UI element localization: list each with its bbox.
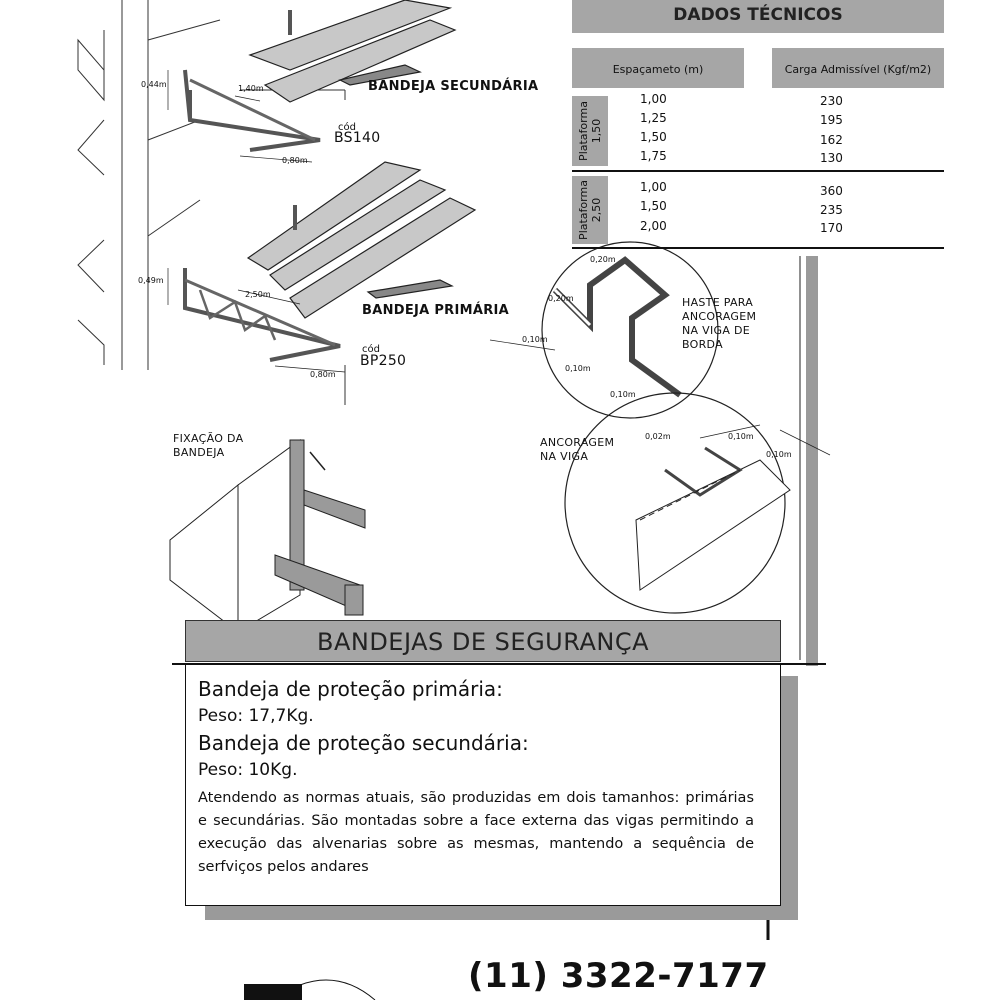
platform-size: 2,50 [590, 197, 603, 223]
secondary-tray-label: BANDEJA SECUNDÁRIA [368, 79, 539, 94]
table-row: 1,50 [640, 130, 667, 144]
platform-150-label-box [572, 96, 608, 166]
table-row: 1,25 [640, 111, 667, 125]
haste-label: HASTE PARA ANCORAGEM NA VIGA DE BORDA [682, 296, 757, 351]
table-row: 360 [820, 184, 843, 198]
haste-dim: 0,20m [548, 294, 574, 303]
primary-tray-label: BANDEJA PRIMÁRIA [362, 303, 510, 318]
footer-logo-block [244, 984, 302, 1000]
table-row: 130 [820, 151, 843, 165]
primary-dim-height: 0,49m [138, 276, 164, 285]
anchor-detail-drawing [565, 393, 830, 613]
haste-dim: 0,10m [565, 364, 591, 373]
section-title: BANDEJAS DE SEGURANÇA [185, 620, 781, 662]
footer-logo-arc [300, 975, 380, 1000]
primary-code: BP250 [360, 353, 407, 369]
phone-number[interactable]: (11) 3322-7177 [468, 956, 769, 996]
primary-dim-depth: 0,80m [310, 370, 336, 379]
secondary-dim-height: 0,44m [141, 80, 167, 89]
platform-name: Plataforma [577, 180, 590, 240]
fixation-label: FIXAÇÃO DA BANDEJA [173, 432, 244, 459]
description: Atendendo as normas atuais, são produzidas em dois tamanhos: primárias e secundárias. São montadas sobre a face externa das vigas permitindo a execução das alvenarias sobre as mesmas, mantendo a sequência de serfviços pelos andares [198, 790, 754, 875]
anchor-dim: 0,10m [728, 432, 754, 441]
anchor-label: ANCORAGEM NA VIGA [540, 436, 615, 463]
secondary-tray-weight: Peso: 10Kg. [198, 760, 298, 780]
table-row: 235 [820, 203, 843, 217]
table-row: 162 [820, 133, 843, 147]
platform-250-label-box [572, 176, 608, 244]
table-row: 1,50 [640, 199, 667, 213]
secondary-dim-depth: 0,80m [282, 156, 308, 165]
table-row: 1,75 [640, 149, 667, 163]
table-row: 195 [820, 113, 843, 127]
secondary-code: BS140 [334, 130, 381, 146]
secondary-tray-drawing [185, 0, 455, 150]
fixation-drawing [170, 440, 365, 632]
platform-size: 1,50 [590, 118, 603, 144]
table-row: 1,00 [640, 92, 667, 106]
primary-dim-length: 2,50m [245, 290, 271, 299]
technical-data-header: DADOS TÉCNICOS [572, 0, 944, 33]
haste-dim: 0,10m [522, 335, 548, 344]
table-row: 1,00 [640, 180, 667, 194]
primary-tray-title: Bandeja de proteção primária: [198, 677, 503, 701]
spacing-column-header: Espaçameto (m) [572, 48, 744, 88]
table-row: 2,00 [640, 219, 667, 233]
table-divider [572, 170, 944, 172]
anchor-dim: 0,02m [645, 432, 671, 441]
info-box [185, 664, 781, 906]
primary-code-prefix: cód [362, 344, 380, 355]
load-column-header: Carga Admissível (Kgf/m2) [772, 48, 944, 88]
primary-tray-drawing [185, 162, 475, 360]
secondary-dim-length: 1,40m [238, 84, 264, 93]
anchor-dim: 0,10m [766, 450, 792, 459]
haste-dim: 0,20m [590, 255, 616, 264]
table-row: 230 [820, 94, 843, 108]
secondary-tray-title: Bandeja de proteção secundária: [198, 731, 529, 755]
table-bottom-line [572, 247, 944, 249]
haste-dim: 0,10m [610, 390, 636, 399]
table-row: 170 [820, 221, 843, 235]
primary-tray-weight: Peso: 17,7Kg. [198, 706, 314, 726]
platform-name: Plataforma [577, 101, 590, 161]
secondary-code-prefix: cód [338, 122, 356, 133]
